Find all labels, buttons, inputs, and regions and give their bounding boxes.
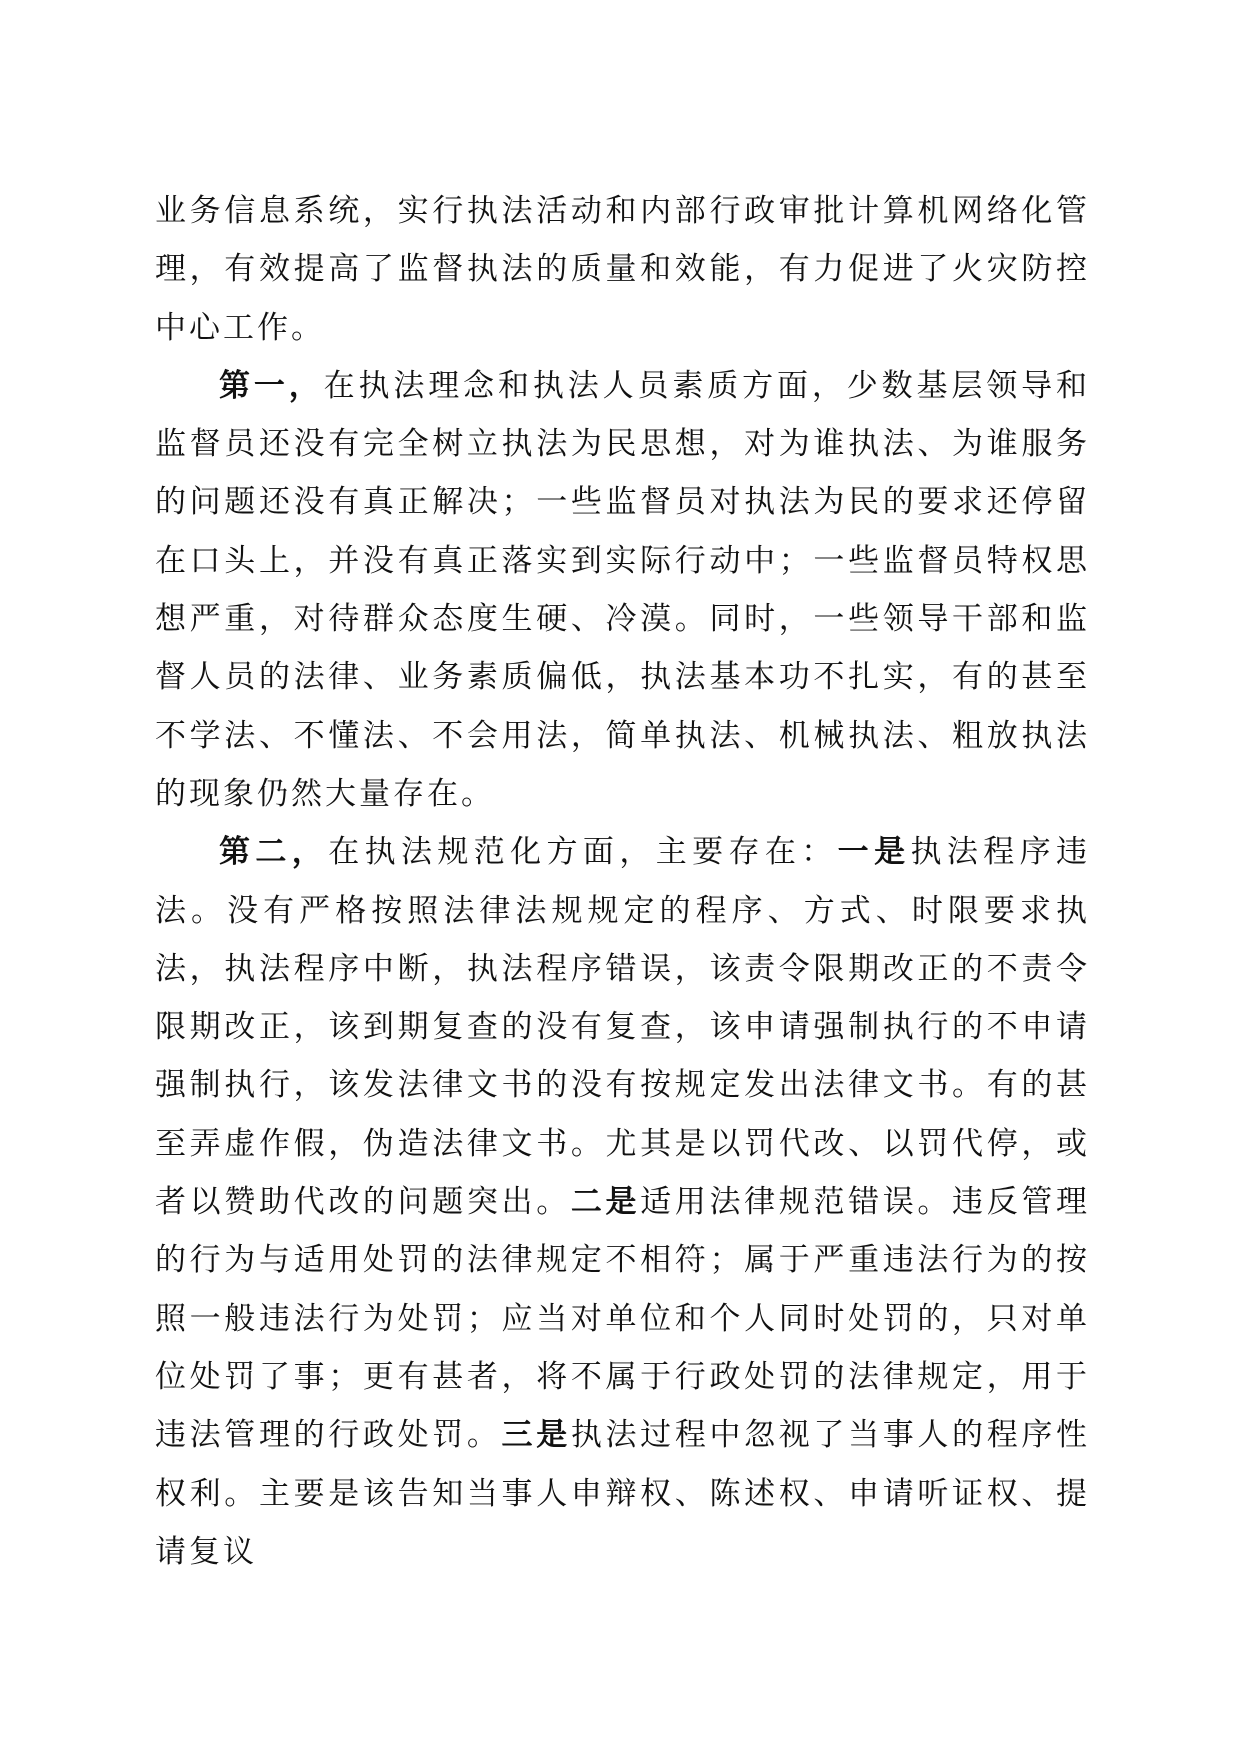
paragraph-text: 在执法理念和执法人员素质方面，少数基层领导和监督员还没有完全树立执法为民思想，对为谁执法、为谁服务的问题还没有真正解决；一些监督员对执法为民的要求还停留在口头上，并没有真正落实到实际行动中；一些监督员特权思想严重，对待群众态度生硬、冷漠。同时，一些领导干部和监督人员的法律、业务素质偏低，执法基本功不扎实，有的甚至不学法、不懂法、不会用法，简单执法、机械执法、粗放执法的现象仍然大量存在。 bbox=[155, 367, 1090, 812]
sub-point-label-one: 一是 bbox=[837, 834, 911, 871]
paragraph-text: 适用法律规范错误。违反管理的行为与适用处罚的法律规定不相符；属于严重违法行为的按照一般违法行为处罚；应当对单位和个人同时处罚的，只对单位处罚了事；更有甚者，将不属于行政处罚的法律规定，用于违法管理的行政处罚。 bbox=[155, 1184, 1091, 1454]
point-heading-second: 第二， bbox=[219, 834, 329, 871]
point-heading-first: 第一， bbox=[219, 367, 324, 404]
paragraph-text: 执法过程中忽视了当事人的程序性权利。主要是该告知当事人申辩权、陈述权、申请听证权、提请复议 bbox=[155, 1417, 1091, 1570]
paragraph-text: 执法程序违法。没有严格按照法律法规规定的程序、方式、时限要求执法，执法程序中断，执法程序错误，该责令限期改正的不责令限期改正，该到期复查的没有复查，该申请强制执行的不申请强制执行，该发法律文书的没有按规定发出法律文书。有的甚至弄虚作假，伪造法律文书。尤其是以罚代改、以罚代停，或者以赞助代改的问题突出。 bbox=[155, 834, 1091, 1221]
paragraph-first-point bbox=[155, 357, 1090, 823]
sub-point-label-three: 三是 bbox=[501, 1417, 571, 1454]
sub-point-label-two: 二是 bbox=[570, 1184, 641, 1221]
paragraph-text: 业务信息系统，实行执法活动和内部行政审批计算机网络化管理，有效提高了监督执法的质量和效能，有力促进了火灾防控中心工作。 bbox=[155, 193, 1090, 346]
document-body bbox=[155, 182, 1090, 1581]
paragraph-text: 在执法规范化方面，主要存在： bbox=[328, 834, 838, 871]
paragraph-continuation bbox=[155, 182, 1090, 357]
paragraph-second-point bbox=[155, 823, 1090, 1581]
